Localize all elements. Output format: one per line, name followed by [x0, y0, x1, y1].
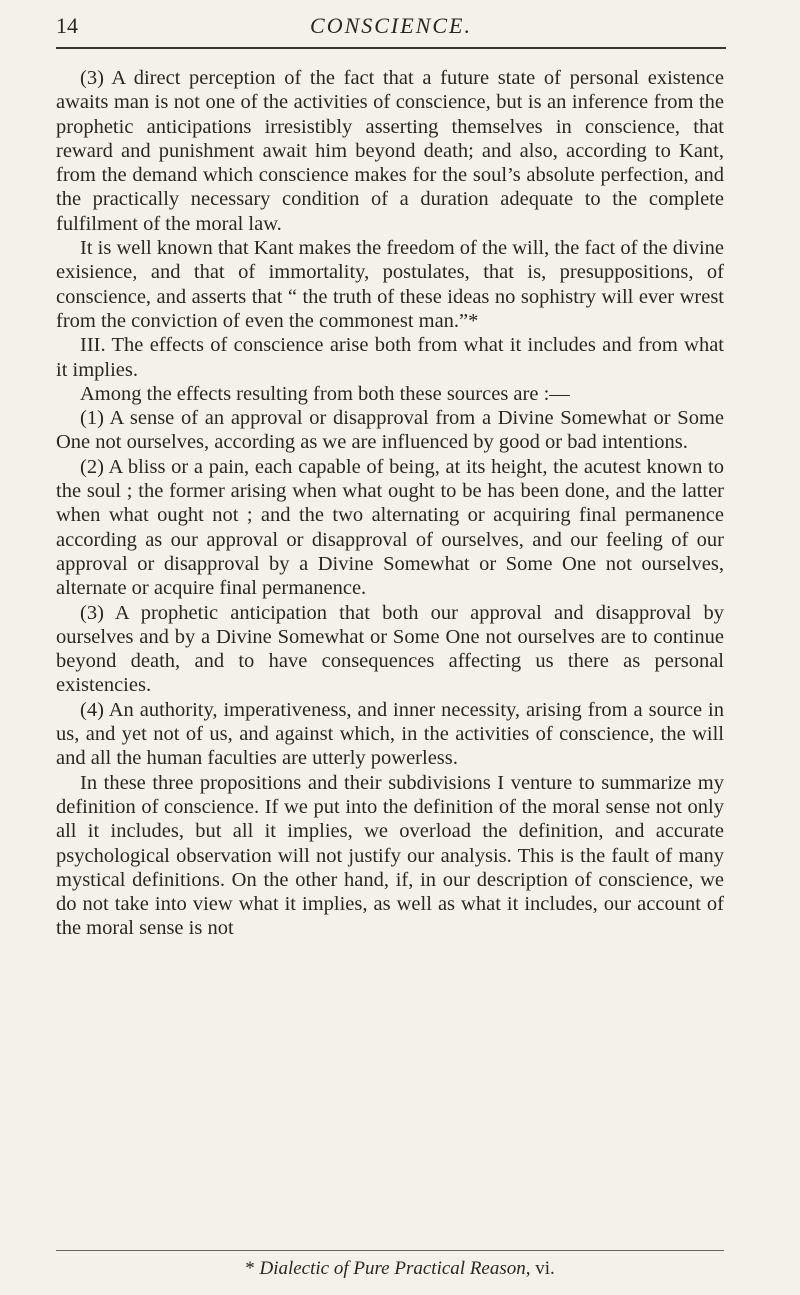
- paragraph-effect-2: (2) A bliss or a pain, each capable of being, at its height, the acutest known to the soul ; the former arising when what ought to be has been done, and the latter when what ought not ; and the two alternating or acquiring final permanence according as our approval or disapproval of ourselves, and our feeling of our approval or disapproval by a Divine Somewhat or Some One not ourselves, alternate or acquire final permanence.: [56, 455, 724, 600]
- paragraph-effects-sources: Among the effects resulting from both these sources are :—: [80, 382, 570, 405]
- footnote-rule: [56, 1250, 724, 1251]
- paragraph-effect-1: (1) A sense of an approval or disapproval from a Divine Somewhat or Some One not ourselves, according as we are influenced by good or bad intentions.: [56, 407, 724, 454]
- footnote-marker: *: [245, 1258, 260, 1279]
- header-rule: [56, 47, 726, 49]
- body-text: [56, 66, 724, 941]
- footnote-title: Dialectic of Pure Practical Reason: [259, 1258, 526, 1279]
- paragraph-summary: In these three propositions and their subdivisions I venture to summarize my definition of conscience. If we put into the definition of the moral sense not only all it includes, but all it implies, we overload the definition, and accurate psychological observation will not justify our analysis. This is the fault of many mystical definitions. On the other hand, if, in our description of conscience, we do not take into view what it implies, as well as what it includes, our account of the moral sense is not: [56, 771, 724, 940]
- paragraph-future-state: (3) A direct perception of the fact that a future state of personal existence awaits man is not one of the activities of conscience, but is an inference from the prophetic anticipations irresistibly asserting themselves in conscience, that reward and punishment await him beyond death; and also, according to Kant, from the demand which conscience makes for the soul’s absolute perfection, and the practically necessary condition of a duration adequate to the complete fulfilment of the moral law.: [56, 67, 724, 235]
- page-number: 14: [56, 13, 78, 38]
- paragraph-effect-3: (3) A prophetic anticipation that both our approval and disapproval by ourselves and by a Divine Somewhat or Some One not ourselves are to continue beyond death, and to have consequences affecting us there as personal existencies.: [56, 601, 724, 697]
- paragraph-effects-intro: III. The effects of conscience arise both from what it includes and from what it implies.: [56, 334, 724, 381]
- running-title: CONSCIENCE.: [310, 13, 472, 38]
- footnote-suffix: , vi.: [525, 1258, 555, 1279]
- paragraph-kant-postulates: It is well known that Kant makes the freedom of the will, the fact of the divine exisience, and that of immortality, postulates, that is, presuppositions, of conscience, and asserts that “ the truth of these ideas no sophistry will ever wrest from the conviction of even the commonest man.”*: [56, 237, 724, 332]
- footnote: [0, 1256, 800, 1282]
- page-header: [56, 10, 726, 50]
- paragraph-effect-4: (4) An authority, imperativeness, and inner necessity, arising from a source in us, and yet not of us, and against which, in the activities of conscience, the will and all the human faculties are utterly powerless.: [56, 698, 724, 770]
